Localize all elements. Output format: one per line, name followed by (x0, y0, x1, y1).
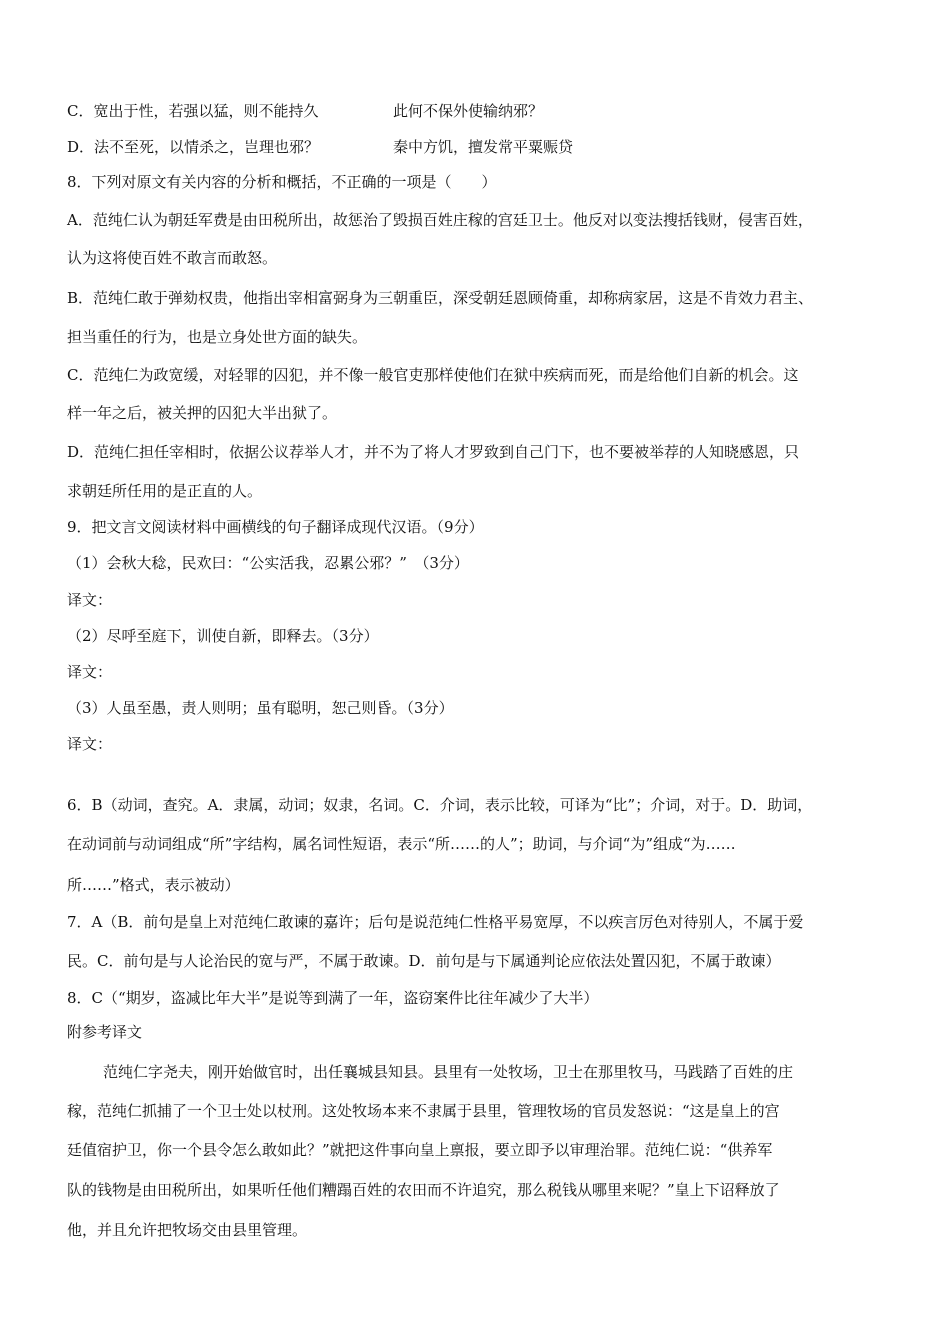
q8-option-a-line2: 认为这将使百姓不敢言而敢怒。 (67, 249, 278, 267)
q8-option-a-line1: A．范纯仁认为朝廷军费是由田税所出，故惩治了毁损百姓庄稼的宫廷卫士。他反对以变法搜括钱财，侵害百姓， (67, 211, 813, 229)
answer-6-line1: 6．B（动词，查究。A．隶属，动词；奴隶，名词。C．介词，表示比较，可译为“比”；介词，对于。D．助词， (67, 796, 813, 814)
reference-paragraph-line4: 队的钱物是由田税所出，如果听任他们糟蹋百姓的农田而不许追究，那么税钱从哪里来呢？”皇上下诏释放了 (67, 1181, 780, 1199)
q9-stem: 9．把文言文阅读材料中画横线的句子翻译成现代汉语。（9分） (67, 518, 484, 536)
answer-7-line2: 民。C．前句是与人论治民的宽与严，不属于敢谏。D．前句是与下属通判论应依法处置囚犯，不属于敢谏） (67, 952, 781, 970)
q8-option-b-line2: 担当重任的行为，也是立身处世方面的缺失。 (67, 328, 368, 346)
reference-paragraph-line5: 他，并且允许把牧场交由县里管理。 (67, 1221, 308, 1239)
q7-option-c-row (67, 101, 888, 121)
q8-option-d-line2: 求朝廷所任用的是正直的人。 (67, 482, 263, 500)
q9-sentence-2: （2）尽呼至庭下，训使自新，即释去。（3分） (67, 627, 379, 645)
q8-option-d-line1: D．范纯仁担任宰相时，依据公议荐举人才，并不为了将人才罗致到自己门下，也不要被举荐的人知晓感恩，只 (67, 443, 800, 461)
q8-option-c-line2: 样一年之后，被关押的囚犯大半出狱了。 (67, 404, 338, 422)
q9-translation-label-1: 译文： (67, 591, 113, 609)
answer-6-line2: 在动词前与动词组成“所”字结构，属名词性短语，表示“所……的人”；助词，与介词“为”组成“为…… (67, 835, 736, 853)
reference-paragraph-line2: 稼，范纯仁抓捕了一个卫士处以杖刑。这处牧场本来不隶属于县里，管理牧场的官员发怒说：“这是皇上的宫 (67, 1102, 780, 1120)
q7-option-c-right: 此何不保外使输纳邪？ (393, 102, 544, 120)
q7-option-d-right: 秦中方饥，擅发常平粟赈贷 (393, 138, 574, 156)
q8-option-c-line1: C．范纯仁为政宽缓，对轻罪的囚犯，并不像一般官吏那样使他们在狱中疾病而死，而是给他们自新的机会。这 (67, 366, 799, 384)
q9-translation-label-2: 译文： (67, 663, 113, 681)
answer-8: 8．C（“期岁，盗减比年大半”是说等到满了一年，盗窃案件比往年减少了大半） (67, 989, 599, 1007)
q7-option-c-left: C．宽出于性，若强以猛，则不能持久 (67, 102, 319, 120)
q9-translation-label-3: 译文： (67, 735, 113, 753)
q7-option-d-row (67, 137, 888, 157)
q7-option-d-left: D．法不至死，以情杀之，岂理也邪？ (67, 138, 320, 156)
q8-stem: 8．下列对原文有关内容的分析和概括，不正确的一项是（ ） (67, 173, 497, 191)
q8-option-b-line1: B．范纯仁敢于弹劾权贵，他指出宰相富弼身为三朝重臣，深受朝廷恩顾倚重，却称病家居，这是不肯效力君主、 (67, 289, 814, 307)
answer-6-line3: 所……”格式，表示被动） (67, 876, 240, 894)
reference-paragraph-line3: 廷值宿护卫，你一个县令怎么敢如此？”就把这件事向皇上禀报，要立即予以审理治罪。范纯仁说：“供养军 (67, 1141, 773, 1159)
answer-7-line1: 7．A（B．前句是皇上对范纯仁敢谏的嘉许；后句是说范纯仁性格平易宽厚，不以疾言厉色对待别人，不属于爱 (67, 913, 804, 931)
q9-sentence-3: （3）人虽至愚，责人则明；虽有聪明，恕己则昏。（3分） (67, 699, 454, 717)
q9-sentence-1: （1）会秋大稔，民欢曰：“公实活我，忍累公邪？” （3分） (67, 554, 469, 572)
reference-paragraph-line1: 范纯仁字尧夫，刚开始做官时，出任襄城县知县。县里有一处牧场，卫士在那里牧马，马践踏了百姓的庄 (103, 1063, 794, 1081)
reference-heading: 附参考译文 (67, 1023, 143, 1041)
